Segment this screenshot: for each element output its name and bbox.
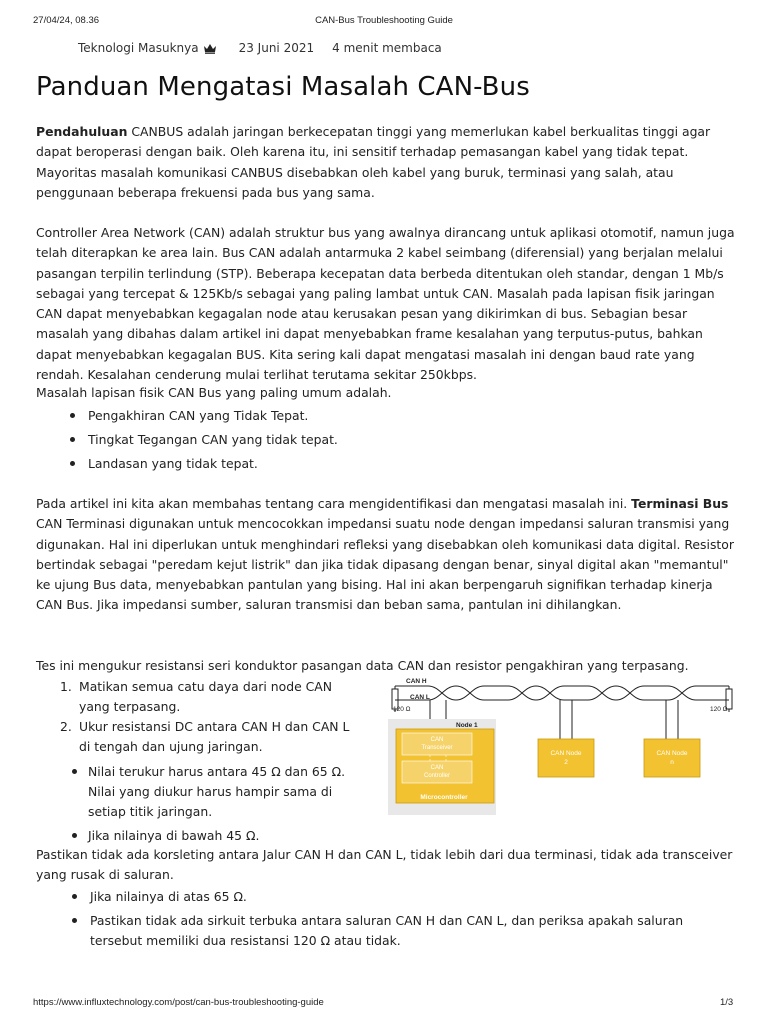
print-datetime: 27/04/24, 08.36 [33,15,100,26]
common-issues-list [68,406,728,478]
node-1-label: Node 1 [456,722,478,729]
step-text: Matikan semua catu daya dari node CAN yang terpasang. [79,679,333,714]
node-2-box [538,739,594,777]
list-item: Pastikan tidak ada sirkuit terbuka antara saluran CAN H dan CAN L, dan periksa apakah saluran tersebut memiliki dua resistansi 120 Ω atau tidak. [70,911,730,951]
list-item: Nilai terukur harus antara 45 Ω dan 65 Ω. Nilai yang diukur harus hampir sama di setiap titik jaringan. [70,762,360,822]
intro-text: CANBUS adalah jaringan berkecepatan tinggi yang memerlukan kabel berkualitas tinggi agar dapat beroperasi dengan baik. Oleh karena itu, ini sensitif terhadap pemasangan kabel yang tidak tepat. Mayoritas masalah komunikasi CANBUS disebabkan oleh kabel yang buruk, terminasi yang salah, atau penggunaan beberapa frekuensi pada bus yang sama. [36,124,711,200]
common-issues-intro: Masalah lapisan fisik CAN Bus yang paling umum adalah. [36,385,392,400]
termination-text-1: Pada artikel ini kita akan membahas tentang cara mengidentifikasi dan mengatasi masalah ini. [36,496,632,511]
list-item: Jika nilainya di bawah 45 Ω. [70,826,360,846]
node-2-label-2: 2 [564,759,568,766]
termination-paragraph [36,494,736,616]
resistor-left-label: 120 Ω [393,706,411,713]
controller-label-2: Controller [423,773,451,779]
step-number: 2. [60,719,72,734]
node-n-label-1: CAN Node [656,750,688,757]
can-l-label: CAN L [410,694,430,701]
short-circuit-paragraph: Pastikan tidak ada korsleting antara Jalur CAN H dan CAN L, tidak lebih dari dua terminasi, tidak ada transceiver yang rusak di saluran. [36,847,733,883]
high-value-list [70,887,730,955]
node-n-label-2: n [670,759,674,766]
termination-text-2: CAN Terminasi digunakan untuk mencocokkan impedansi suatu node dengan impedansi saluran transmisi yang digunakan. Hal ini diperlukan untuk menghindari refleksi yang disebabkan oleh komunikasi data digital. Resistor bertindak sebagai "peredam kejut listrik" dan jika tidak dipasang dengan benar, sinyal digital akan "memantul" ke ujung Bus data, menyebabkan pantulan yang bising. Hal ini akan berpengaruh signifikan terhadap kinerja CAN Bus. Jika impedansi sumber, saluran transmisi dan beban sama, pantulan ini dihilangkan. [36,516,734,613]
resistor-right-label: 120 Ω [710,706,728,713]
intro-lead: Pendahuluan [36,124,128,139]
transceiver-label-2: Transceiver [421,745,453,751]
author-link[interactable]: Teknologi Masuknya [78,41,199,55]
microcontroller-label: Microcontroller [420,794,468,801]
intro-paragraph [36,122,736,203]
crown-icon [203,43,217,54]
print-doc-title: CAN-Bus Troubleshooting Guide [315,15,453,26]
page-number: 1/3 [720,997,734,1008]
can-description-paragraph: Controller Area Network (CAN) adalah struktur bus yang awalnya dirancang untuk aplikasi otomotif, namun juga telah diterapkan ke area lain. Bus CAN adalah antarmuka 2 kabel seimbang (diferensial) yang berjalan melalui pasangan terpilin terlindung (STP). Beberapa kecepatan data berbeda ditentukan oleh standar, dengan 1 Mb/s sebagai yang tercepat & 125Kb/s sebagai yang paling lambat untuk CAN. Masalah pada lapisan fisik jaringan CAN dapat menyebabkan kegagalan node atau kerusakan pesan yang dikirimkan di bus. Sebagian besar masalah yang dibahas dalam artikel ini dapat menyebabkan frame kesalahan yang terputus-putus, bahkan dapat menyebabkan kegagalan BUS. Kita sering kali dapat mengatasi masalah ini dengan baud rate yang rendah. Kesalahan cenderung mulai terlihat terutama sekitar 250kbps. [36,225,735,383]
can-h-label: CAN H [406,678,427,685]
article-meta [78,41,442,55]
list-item [60,677,360,717]
node-n-box [644,739,700,777]
page-title: Panduan Mengatasi Masalah CAN-Bus [36,72,530,102]
node-2-label-1: CAN Node [550,750,582,757]
transceiver-label-1: CAN [430,737,444,743]
step-number: 1. [60,679,72,694]
termination-heading: Terminasi Bus [631,496,729,511]
read-time: 4 menit membaca [332,41,442,55]
list-item: Tingkat Tegangan CAN yang tidak tepat. [68,430,728,450]
list-item [60,717,360,757]
list-item: Landasan yang tidak tepat. [68,454,728,474]
test-intro-paragraph: Tes ini mengukur resistansi seri konduktor pasangan data CAN dan resistor pengakhiran yang terpasang. [36,658,689,673]
publish-date: 23 Juni 2021 [238,41,315,55]
step-text: Ukur resistansi DC antara CAN H dan CAN L di tengah dan ujung jaringan. [79,719,350,754]
test-steps-list [60,677,360,757]
footer-url[interactable]: https://www.influxtechnology.com/post/can-bus-troubleshooting-guide [33,997,324,1008]
measurement-sub-list [70,762,360,850]
list-item: Jika nilainya di atas 65 Ω. [70,887,730,907]
can-bus-diagram [388,675,734,815]
controller-label-1: CAN [430,765,444,771]
list-item: Pengakhiran CAN yang Tidak Tepat. [68,406,728,426]
